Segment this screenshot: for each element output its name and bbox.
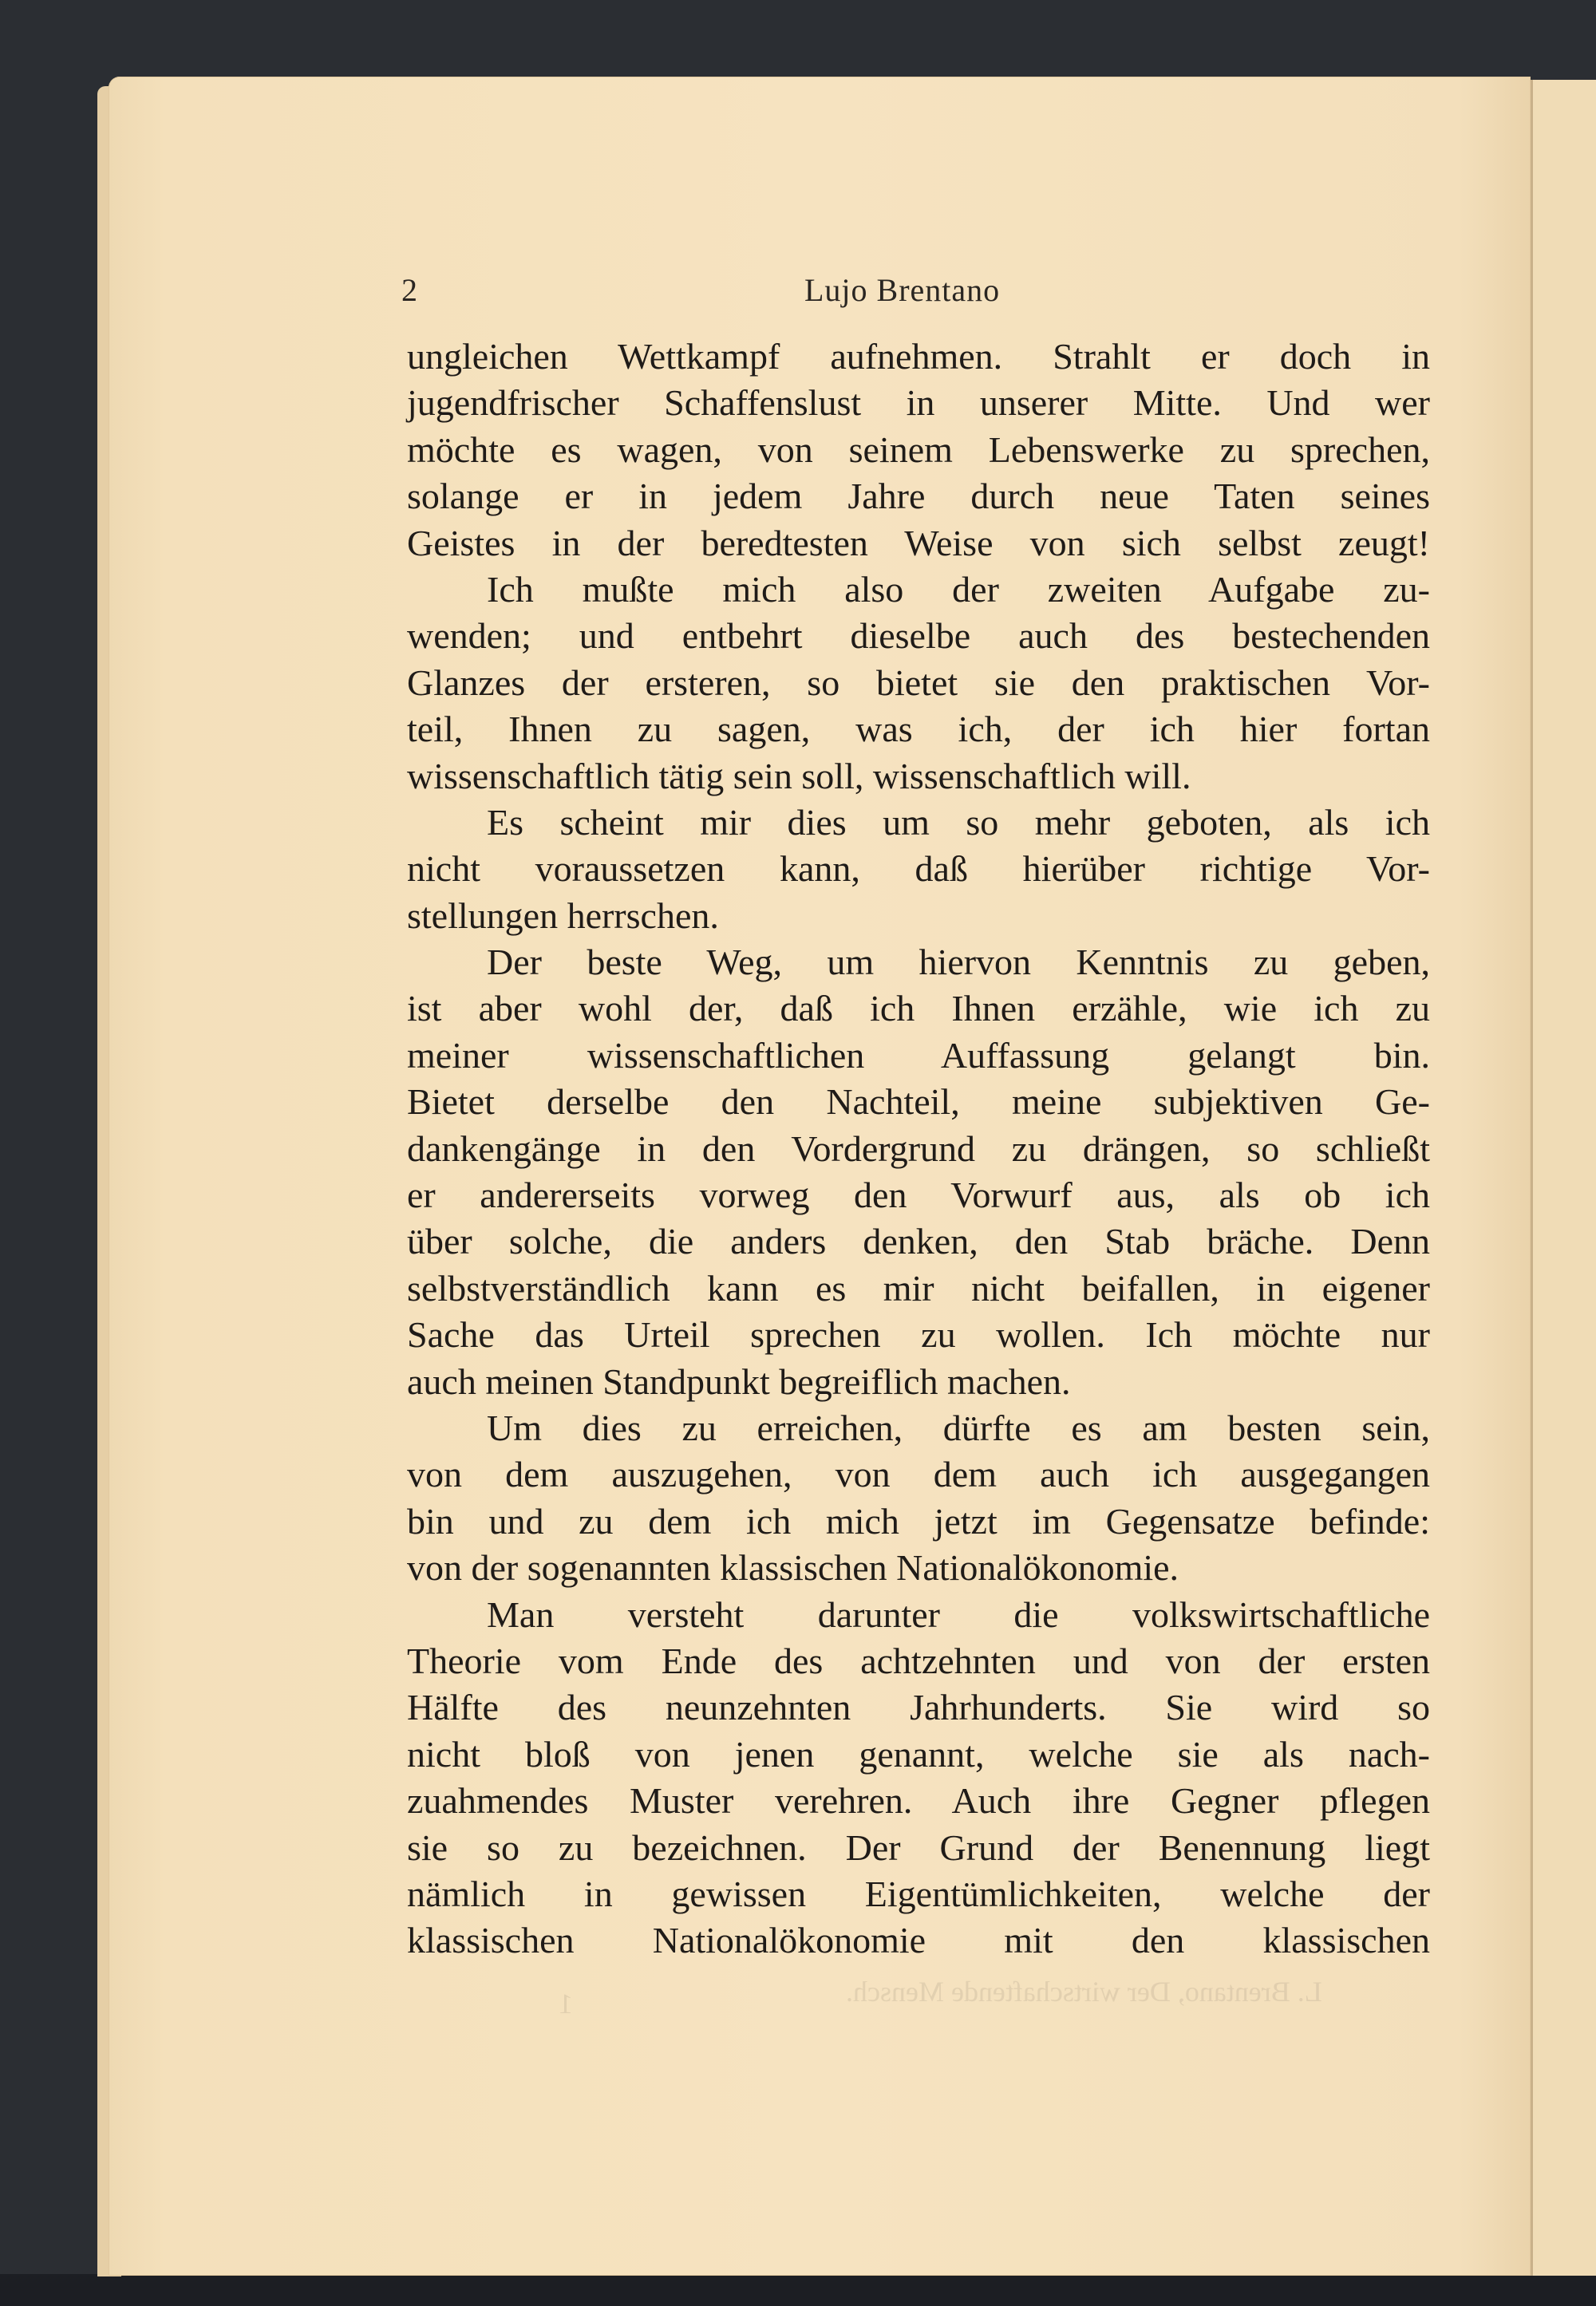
text-line: nicht voraussetzen kann, daß hierüber richtige Vor- <box>407 848 1430 890</box>
show-through-signature: L. Brentano, Der wirtschaftende Mensch. <box>846 1976 1322 2008</box>
text-line: wissenschaftlich tätig sein soll, wissenschaftlich will. <box>407 755 1191 796</box>
body-text <box>407 334 1430 1964</box>
facing-page-edge <box>1531 80 1596 2276</box>
text-line: Hälfte des neunzehnten Jahrhunderts. Sie wird so <box>407 1687 1430 1728</box>
text-line: Bietet derselbe den Nachteil, meine subjektiven Ge- <box>407 1081 1430 1123</box>
text-line: dankengänge in den Vordergrund zu drängen, so schließt <box>407 1127 1430 1169</box>
paragraph <box>407 939 1430 1405</box>
text-line: Der beste Weg, um hiervon Kenntnis zu geben, <box>487 942 1430 983</box>
text-line: Sache das Urteil sprechen zu wollen. Ich möchte nur <box>407 1314 1430 1356</box>
text-line: bin und zu dem ich mich jetzt im Gegensatze befinde: <box>407 1500 1430 1542</box>
page-number: 2 <box>401 272 417 308</box>
text-line: jugendfrischer Schaffenslust in unserer Mitte. Und wer <box>407 382 1430 424</box>
text-line: sie so zu bezeichnen. Der Grund der Benennung liegt <box>407 1826 1430 1868</box>
paragraph <box>407 800 1430 939</box>
text-line: Man versteht darunter die volkswirtschaftliche <box>487 1593 1430 1635</box>
text-line: über solche, die anders denken, den Stab bräche. Denn <box>407 1221 1430 1262</box>
text-line: teil, Ihnen zu sagen, was ich, der ich hier fortan <box>407 709 1430 750</box>
page-header <box>401 271 1431 311</box>
paragraph <box>407 1405 1430 1592</box>
text-line: Glanzes der ersteren, so bietet sie den praktischen Vor- <box>407 661 1430 703</box>
text-line: Es scheint mir dies um so mehr geboten, als ich <box>487 801 1430 843</box>
text-line: meiner wissenschaftlichen Auffassung gelangt bin. <box>407 1034 1430 1076</box>
text-line: Um dies zu erreichen, dürfte es am besten sein, <box>487 1407 1430 1448</box>
text-line: ungleichen Wettkampf aufnehmen. Strahlt er doch in <box>407 336 1430 377</box>
text-line: solange er in jedem Jahre durch neue Taten seines <box>407 476 1430 517</box>
text-line: von der sogenannten klassischen Nationalökonomie. <box>407 1547 1179 1589</box>
text-line: Theorie vom Ende des achtzehnten und von der ersten <box>407 1640 1430 1681</box>
text-line: selbstverständlich kann es mir nicht beifallen, in eigener <box>407 1267 1430 1309</box>
running-head: Lujo Brentano <box>804 272 1001 308</box>
scan-background <box>0 2274 1596 2306</box>
text-line: möchte es wagen, von seinem Lebenswerke zu sprechen, <box>407 428 1430 470</box>
paragraph <box>407 567 1430 800</box>
text-line: von dem auszugehen, von dem auch ich ausgegangen <box>407 1454 1430 1495</box>
paragraph <box>407 1592 1430 1964</box>
text-line: Geistes in der beredtesten Weise von sich selbst zeugt! <box>407 522 1430 563</box>
text-line: zuahmendes Muster verehren. Auch ihre Gegner pflegen <box>407 1780 1430 1822</box>
text-line: er andererseits vorweg den Vorwurf aus, als ob ich <box>407 1175 1430 1216</box>
text-line: wenden; und entbehrt dieselbe auch des bestechenden <box>407 615 1430 657</box>
text-line: auch meinen Standpunkt begreiflich machen. <box>407 1360 1071 1402</box>
text-line: stellungen herrschen. <box>407 894 719 936</box>
show-through-sheet-number: 1 <box>559 1988 573 2020</box>
text-line: nämlich in gewissen Eigentümlichkeiten, welche der <box>407 1873 1430 1914</box>
paragraph <box>407 334 1430 567</box>
text-line: klassischen Nationalökonomie mit den klassischen <box>407 1920 1430 1961</box>
text-line: ist aber wohl der, daß ich Ihnen erzähle, wie ich zu <box>407 988 1430 1029</box>
text-line: Ich mußte mich also der zweiten Aufgabe zu- <box>487 568 1430 610</box>
text-line: nicht bloß von jenen genannt, welche sie als nach- <box>407 1733 1430 1775</box>
